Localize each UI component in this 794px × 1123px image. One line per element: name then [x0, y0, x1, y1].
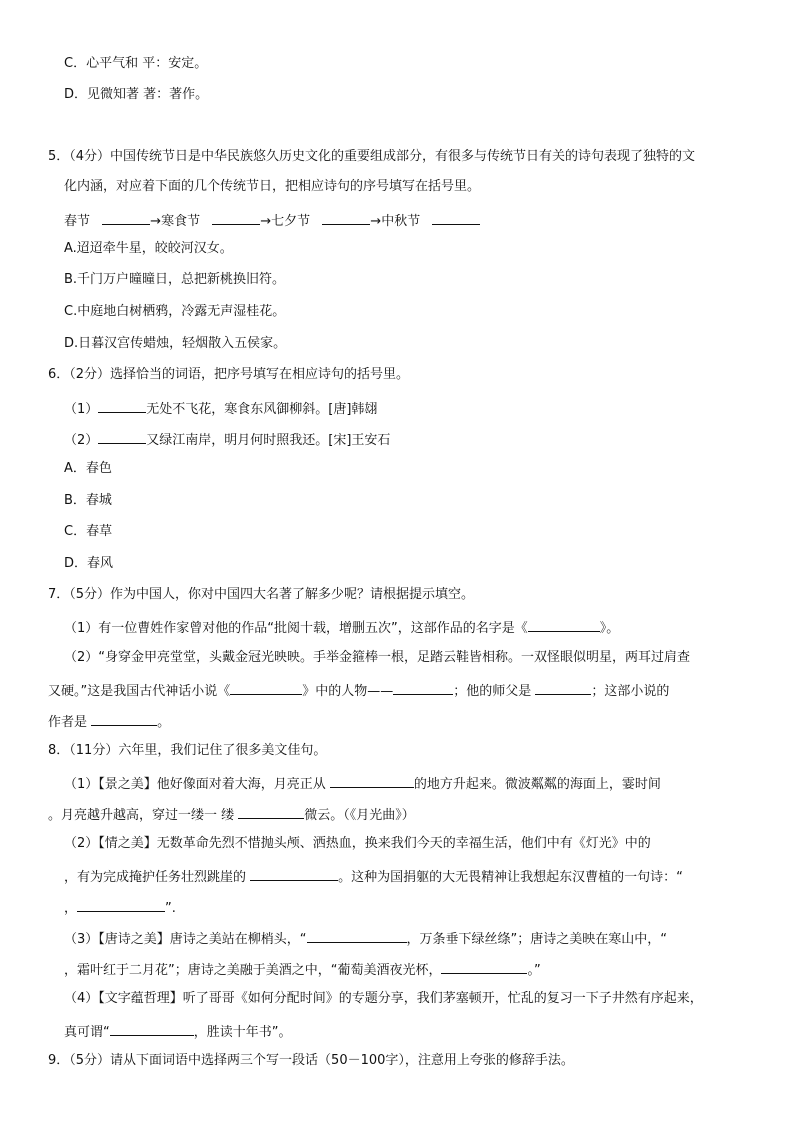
q7-item-1: [64, 617, 619, 638]
arrow-icon: →: [150, 214, 162, 229]
q8-section-1-cont: [48, 804, 415, 825]
answer-blank[interactable]: [432, 210, 480, 225]
item-text: ；这部小说的: [591, 684, 670, 699]
answer-blank[interactable]: [528, 617, 600, 632]
q5-stem: 5．（4分）中国传统节日是中华民族悠久历史文化的重要组成部分，有很多与传统节日有关的诗句表现了独特的文: [48, 149, 696, 164]
q6-item-2: [64, 429, 390, 450]
q8-section-2-poem: [64, 897, 176, 918]
q6-stem: 6．（2分）选择恰当的词语，把序号填写在相应诗句的括号里。: [48, 367, 410, 382]
q8-section-4-cont: [64, 1021, 292, 1042]
answer-blank[interactable]: [441, 959, 527, 974]
item-number: （2）: [64, 433, 99, 448]
answer-blank[interactable]: [212, 210, 260, 225]
item-text: （3）【唐诗之美】唐诗之美站在柳梢头，“: [64, 932, 307, 947]
q7-item-2-author: [48, 711, 170, 732]
arrow-icon: →: [370, 214, 382, 229]
answer-blank[interactable]: [77, 897, 165, 912]
answer-blank[interactable]: [330, 773, 414, 788]
option-c: C．心平气和 平：安定。: [64, 56, 208, 71]
q6-item-1: [64, 398, 377, 419]
item-text: 。”: [527, 963, 541, 978]
q6-option-b: B．春城: [64, 493, 112, 508]
q8-section-2-cont: [64, 866, 683, 887]
q7-item-2: （2）“身穿金甲亮堂堂，头戴金冠光映映。手举金箍棒一根，足踏云鞋皆相称。一双怪眼似明星，两耳过肩查: [64, 650, 691, 665]
answer-blank[interactable]: [393, 680, 453, 695]
festival-label: 七夕节: [271, 214, 311, 229]
q7-stem: 7．（5分）作为中国人，你对中国四大名著了解多少呢？请根据提示填空。: [48, 587, 475, 602]
answer-blank[interactable]: [102, 210, 150, 225]
item-number: （1）: [64, 402, 99, 417]
answer-blank[interactable]: [110, 1021, 194, 1036]
q5-festival-chain: [64, 210, 480, 231]
item-text: ；他的师父是: [453, 684, 532, 699]
answer-blank[interactable]: [98, 398, 146, 413]
q5-option-a: A.迢迢牵牛星，皎皎河汉女。: [64, 241, 233, 256]
item-text: ，: [64, 901, 78, 916]
item-text: 。: [157, 715, 171, 730]
item-text: ，有为完成掩护任务壮烈跳崖的: [64, 870, 247, 885]
option-d: D．见微知著 著：著作。: [64, 87, 209, 102]
item-text: 》中的人物——: [302, 684, 394, 699]
answer-blank[interactable]: [238, 804, 304, 819]
item-text: （1）有一位曹姓作家曾对他的作品“批阅十载，增删五次”，这部作品的名字是《: [64, 621, 528, 636]
q6-option-a: A．春色: [64, 461, 112, 476]
festival-label: 中秋节: [381, 214, 421, 229]
answer-blank[interactable]: [91, 711, 157, 726]
q9-stem: 9．（5分）请从下面词语中选择两三个写一段话（50－100字），注意用上夸张的修辞手法。: [48, 1053, 574, 1068]
item-text: （1）【景之美】他好像面对着大海，月亮正从: [64, 777, 326, 792]
item-text: 的地方升起来。微波粼粼的海面上，霎时间: [413, 777, 661, 792]
q8-section-3-cont: [64, 959, 541, 980]
answer-blank[interactable]: [250, 866, 338, 881]
item-text: ”.: [165, 901, 176, 916]
festival-label: 春节: [64, 214, 91, 229]
item-text: 微云。（《月光曲》）: [304, 808, 415, 823]
festival-label: 寒食节: [161, 214, 201, 229]
item-text: ，万条垂下绿丝绦”；唐诗之美映在寒山中，“: [406, 932, 667, 947]
item-text: 无处不飞花，寒食东风御柳斜。[唐]韩翃: [146, 402, 378, 417]
q8-section-4: （4）【文字蕴哲理】听了哥哥《如何分配时间》的专题分享，我们茅塞顿开，忙乱的复习一下子井然有序起来，: [64, 991, 703, 1006]
answer-blank[interactable]: [535, 680, 591, 695]
item-text: 作者是: [48, 715, 88, 730]
q5-option-d: D.日暮汉宫传蜡烛，轻烟散入五侯家。: [64, 336, 287, 351]
q8-section-1: [64, 773, 661, 794]
q8-section-3: [64, 928, 667, 949]
q5-option-b: B.千门万户曈曈日，总把新桃换旧符。: [64, 272, 286, 287]
item-text: 又硬。”这是我国古代神话小说《: [48, 684, 231, 699]
answer-blank[interactable]: [98, 429, 146, 444]
arrow-icon: →: [260, 214, 272, 229]
item-text: 真可谓“: [64, 1025, 110, 1040]
item-text: 》。: [599, 621, 620, 636]
answer-blank[interactable]: [307, 928, 407, 943]
item-text: 又绿江南岸，明月何时照我还。[宋]王安石: [146, 433, 391, 448]
item-text: ，胜读十年书”。: [193, 1025, 292, 1040]
item-text: 。这种为国捐躯的大无畏精神让我想起东汉曹植的一句诗：“: [338, 870, 683, 885]
q7-item-2-cont: [48, 680, 669, 701]
q8-section-2: （2）【情之美】无数革命先烈不惜抛头颅、洒热血，换来我们今天的幸福生活，他们中有《灯光》中的: [64, 836, 651, 851]
item-text: ，霜叶红于二月花”；唐诗之美融于美酒之中，“葡萄美酒夜光杯，: [64, 963, 442, 978]
q5-option-c: C.中庭地白树栖鸦，冷露无声湿桂花。: [64, 304, 286, 319]
q8-stem: 8．（11分）六年里，我们记住了很多美文佳句。: [48, 743, 327, 758]
answer-blank[interactable]: [230, 680, 302, 695]
q5-stem-cont: 化内涵，对应着下面的几个传统节日，把相应诗句的序号填写在括号里。: [64, 179, 481, 194]
item-text: 。月亮越升越高，穿过一缕一 缕: [48, 808, 235, 823]
answer-blank[interactable]: [322, 210, 370, 225]
q6-option-c: C．春草: [64, 524, 113, 539]
q6-option-d: D．春风: [64, 556, 114, 571]
